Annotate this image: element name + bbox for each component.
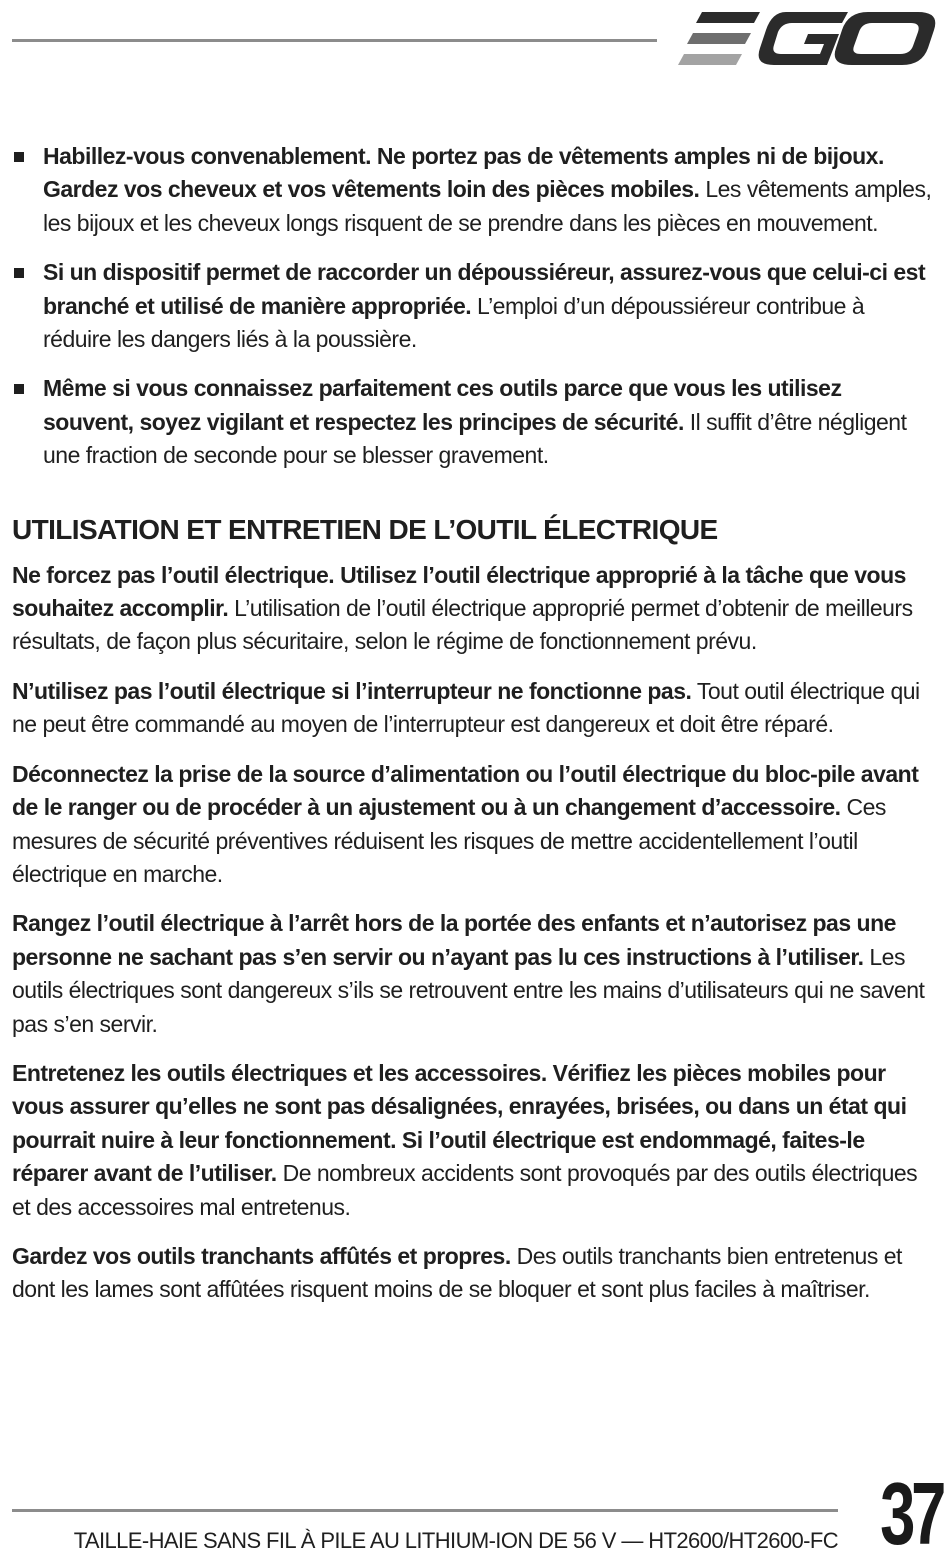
bullet-item bbox=[12, 256, 937, 356]
paragraph-bold-text: Rangez l’outil électrique à l’arrêt hors de la portée des enfants et n’autorisez pas une personne ne sachant pas s’en servir ou n’ayant pas lu ces instructions à l’utiliser. bbox=[12, 910, 896, 970]
page-number: 37 bbox=[880, 1464, 942, 1563]
logo-e-bottom-bar bbox=[678, 54, 742, 65]
paragraph-bold-text: Ne forcez pas l’outil électrique. Utilisez l’outil électrique approprié à la tâche que vous souhaitez accomplir. bbox=[12, 561, 906, 622]
paragraph-text: De nombreux accidents sont provoqués par des outils électriques et des accessoires mal entretenus. bbox=[12, 1160, 918, 1220]
paragraph-text: L’utilisation de l’outil électrique approprié permet d’obtenir de meilleurs résultats, de façon plus sécuritaire, selon le régime de fonctionnement prévu. bbox=[12, 595, 913, 655]
paragraph-bold-text: N’utilisez pas l’outil électrique si l’interrupteur ne fonctionne pas. bbox=[12, 677, 692, 704]
paragraph bbox=[12, 1240, 937, 1307]
paragraph-bold-text: Entretenez les outils électriques et les accessoires. Vérifiez les pièces mobiles pour vous assurer qu’elles ne sont pas désalignées, enrayées, brisées, ou dans un état qui pourrait nuire à leur fonctionnement. Si l’outil électrique est endommagé, faites-le réparer avant de l’utiliser. bbox=[12, 1059, 907, 1187]
page-content bbox=[12, 140, 937, 1323]
bullet-bold-text: Même si vous connaissez parfaitement ces outils parce que vous les utilisez souvent, soyez vigilant et respectez les principes de sécurité. bbox=[43, 375, 842, 435]
paragraph bbox=[12, 675, 937, 742]
section-heading: UTILISATION ET ENTRETIEN DE L’OUTIL ÉLECTRIQUE bbox=[12, 513, 718, 545]
bullet-square-icon bbox=[14, 384, 24, 394]
paragraph-text: Ces mesures de sécurité préventives réduisent les risques de mettre accidentellement l’outil électrique en marche. bbox=[12, 794, 886, 887]
logo-o-letter bbox=[835, 12, 936, 65]
bullet-square-icon bbox=[14, 152, 24, 162]
header-rule bbox=[12, 39, 657, 42]
logo-g-letter bbox=[759, 12, 848, 65]
footer-product-title: TAILLE-HAIE SANS FIL À PILE AU LITHIUM-ION DE 56 V — HT2600/HT2600-FC bbox=[73, 1528, 838, 1553]
bullet-text: L’emploi d’un dépoussiéreur contribue à réduire les dangers liés à la poussière. bbox=[43, 292, 865, 353]
bullet-text: Les vêtements amples, les bijoux et les cheveux longs risquent de se prendre dans les pièces en mouvement. bbox=[43, 176, 932, 236]
logo-e-mid-bar bbox=[687, 33, 751, 44]
bullet-text: Il suffit d’être négligent une fraction de seconde pour se blesser gravement. bbox=[43, 408, 907, 469]
paragraph bbox=[12, 907, 937, 1041]
logo-e-top-bar bbox=[696, 12, 760, 23]
paragraph bbox=[12, 758, 937, 892]
bullet-square-icon bbox=[14, 268, 24, 278]
paragraph-text: Des outils tranchants bien entretenus et dont les lames sont affûtées risquent moins de se bloquer et sont plus faciles à maîtriser. bbox=[12, 1242, 902, 1303]
bullet-item bbox=[12, 372, 937, 472]
ego-logo bbox=[678, 10, 936, 68]
bullet-item bbox=[12, 140, 937, 240]
paragraph-bold-text: Gardez vos outils tranchants affûtés et propres. bbox=[12, 1242, 511, 1269]
paragraph-text: Tout outil électrique qui ne peut être commandé au moyen de l’interrupteur est dangereux et doit être réparé. bbox=[12, 677, 920, 738]
paragraph-text: Les outils électriques sont dangereux s’ils se retrouvent entre les mains d’utilisateurs qui ne savent pas s’en servir. bbox=[12, 943, 925, 1037]
bullet-bold-text: Habillez-vous convenablement. Ne portez pas de vêtements amples ni de bijoux. Gardez vos cheveux et vos vêtements loin des pièces mobiles. bbox=[43, 143, 884, 203]
footer-rule bbox=[12, 1509, 838, 1512]
paragraph bbox=[12, 1057, 937, 1224]
bullet-bold-text: Si un dispositif permet de raccorder un dépoussiéreur, assurez-vous que celui-ci est branché et utilisé de manière appropriée. bbox=[43, 259, 926, 319]
paragraph bbox=[12, 559, 937, 659]
paragraph-bold-text: Déconnectez la prise de la source d’alimentation ou l’outil électrique du bloc-pile avant de le ranger ou de procéder à un ajustement ou à un changement d’accessoire. bbox=[12, 760, 919, 821]
